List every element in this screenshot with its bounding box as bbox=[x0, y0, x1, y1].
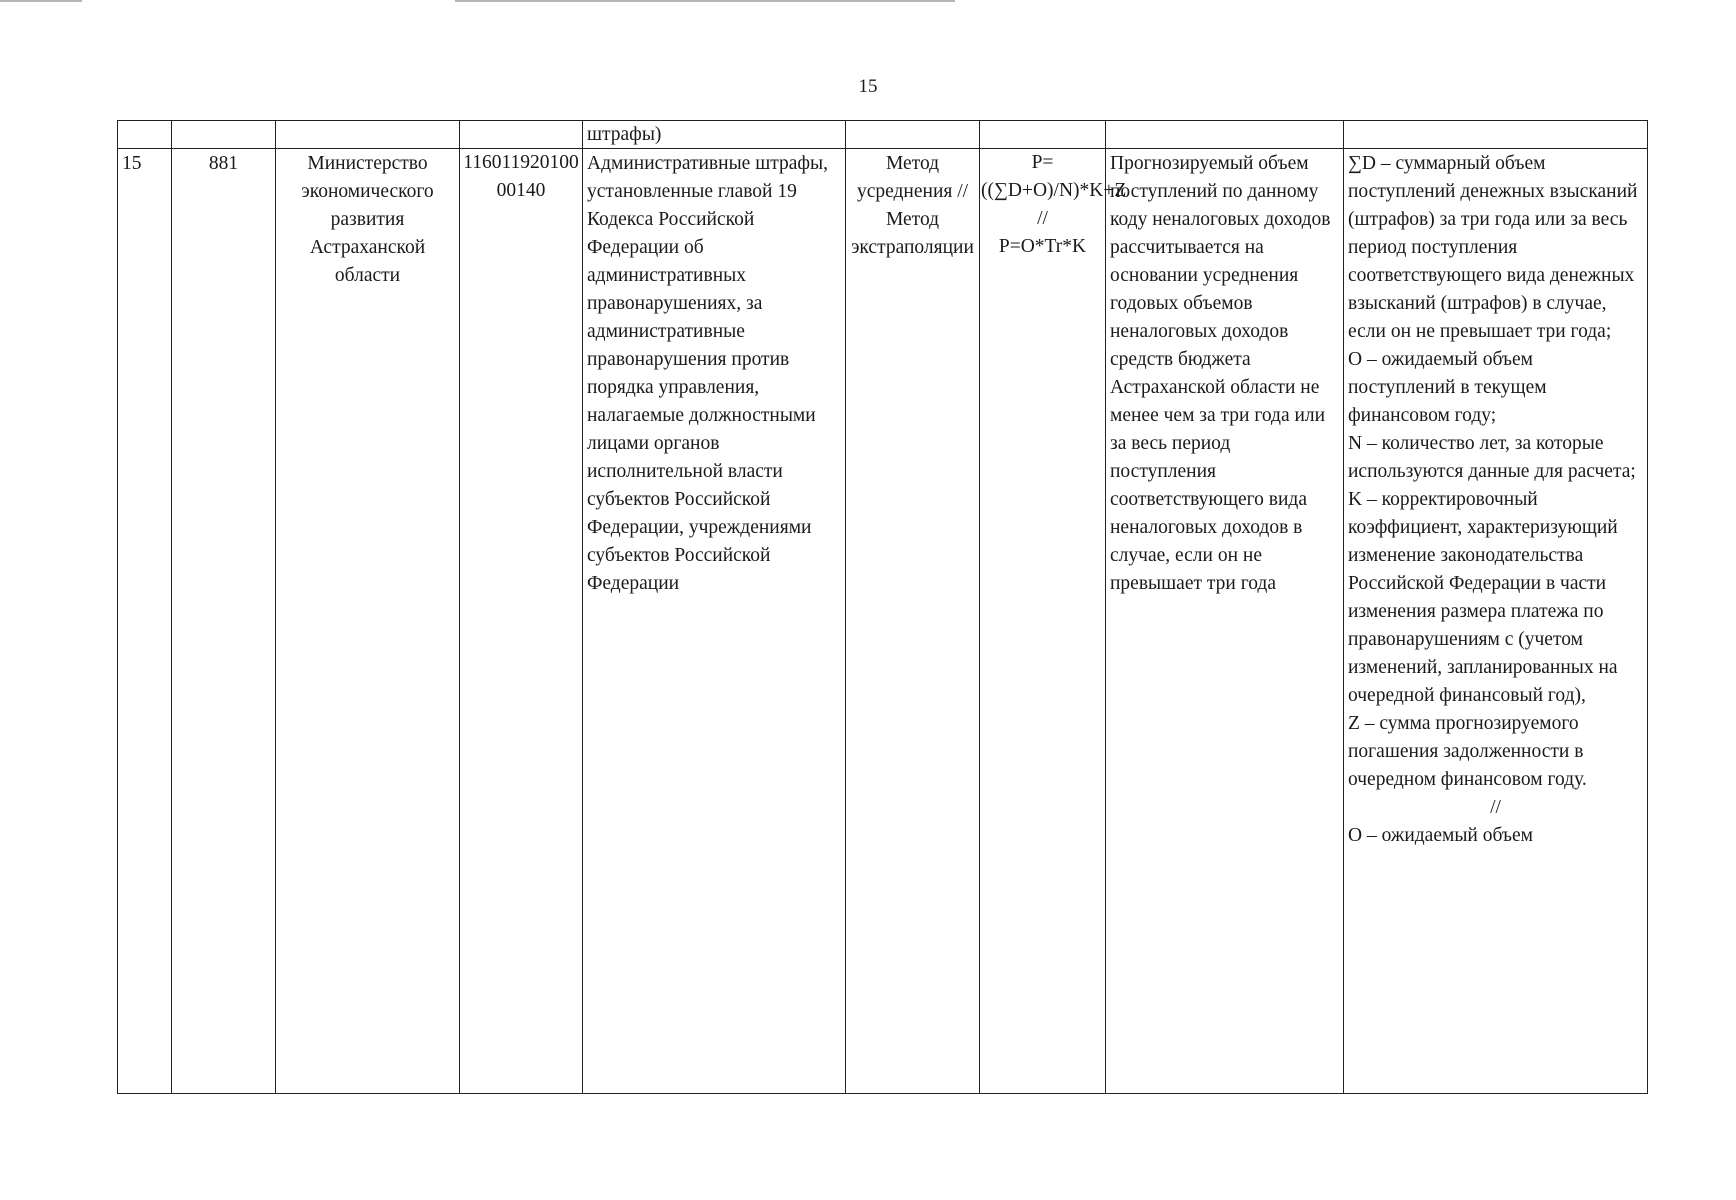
cell bbox=[1344, 121, 1648, 149]
forecast-table bbox=[117, 120, 1648, 1094]
indicator-k: K – корректировочный коэффициент, характеризующий изменение законодательства Российской Федерации в части изменения размера платежа по правонарушениям с (учетом изменений, запланированных на очередной финансовый год), bbox=[1348, 489, 1618, 706]
indicator-separator: // bbox=[1490, 797, 1501, 818]
cell-kbk-code: 11601192010000140 bbox=[460, 149, 583, 1094]
indicator-o: O – ожидаемый объем поступлений в текущем финансовом году; bbox=[1348, 349, 1547, 426]
scan-edge bbox=[0, 0, 82, 2]
formula-averaging: P=((∑D+O)/N)*K+Z bbox=[981, 152, 1127, 201]
cell-algorithm: Прогнозируемый объем поступлений по данному коду неналоговых доходов рассчитывается на основании усреднения годовых объемов неналоговых доходов средств бюджета Астраханской области не менее чем за три года или за весь период поступления соответствующего вида неналоговых доходов в случае, если он не превышает три года bbox=[1106, 149, 1344, 1094]
continuation-row bbox=[118, 121, 1648, 149]
cell-admin-code: 881 bbox=[172, 149, 276, 1094]
cell bbox=[980, 121, 1106, 149]
cell bbox=[276, 121, 460, 149]
cell-method: Метод усреднения //Метод экстраполяции bbox=[846, 149, 980, 1094]
cell-administrator: Министерство экономического развития Астраханской области bbox=[276, 149, 460, 1094]
document-table-wrapper bbox=[117, 120, 1647, 1094]
indicator-o-repeat: O – ожидаемый объем bbox=[1348, 825, 1534, 846]
cell bbox=[172, 121, 276, 149]
cell bbox=[118, 121, 172, 149]
cell-revenue-name: Административные штрафы, установленные главой 19 Кодекса Российской Федерации об административных правонарушениях, за административные правонарушения против порядка управления, налагаемые должностными лицами органов исполнительной власти субъектов Российской Федерации, учреждениями субъектов Российской Федерации bbox=[583, 149, 846, 1094]
formula-separator: // bbox=[1037, 208, 1048, 229]
cell bbox=[1106, 121, 1344, 149]
cell-formula bbox=[980, 149, 1127, 1094]
cell-row-number: 15 bbox=[118, 149, 172, 1094]
cell bbox=[846, 121, 980, 149]
cell bbox=[460, 121, 583, 149]
scan-edge bbox=[455, 0, 955, 2]
table-row bbox=[118, 149, 1648, 1094]
indicator-n: N – количество лет, за которые используются данные для расчета; bbox=[1348, 433, 1636, 482]
cell-indicators bbox=[1344, 149, 1648, 1094]
page-number: 15 bbox=[858, 76, 878, 97]
indicator-z: Z – сумма прогнозируемого погашения задолженности в очередном финансовом году. bbox=[1348, 713, 1587, 790]
cell-name-continued: штрафы) bbox=[583, 121, 846, 149]
indicator-d: ∑D – суммарный объем поступлений денежных взысканий (штрафов) за три года или за весь период поступления соответствующего вида денежных взысканий (штрафов) в случае, если он не превышает три года; bbox=[1348, 153, 1638, 342]
formula-extrapolation: P=O*Tr*K bbox=[998, 236, 1087, 257]
